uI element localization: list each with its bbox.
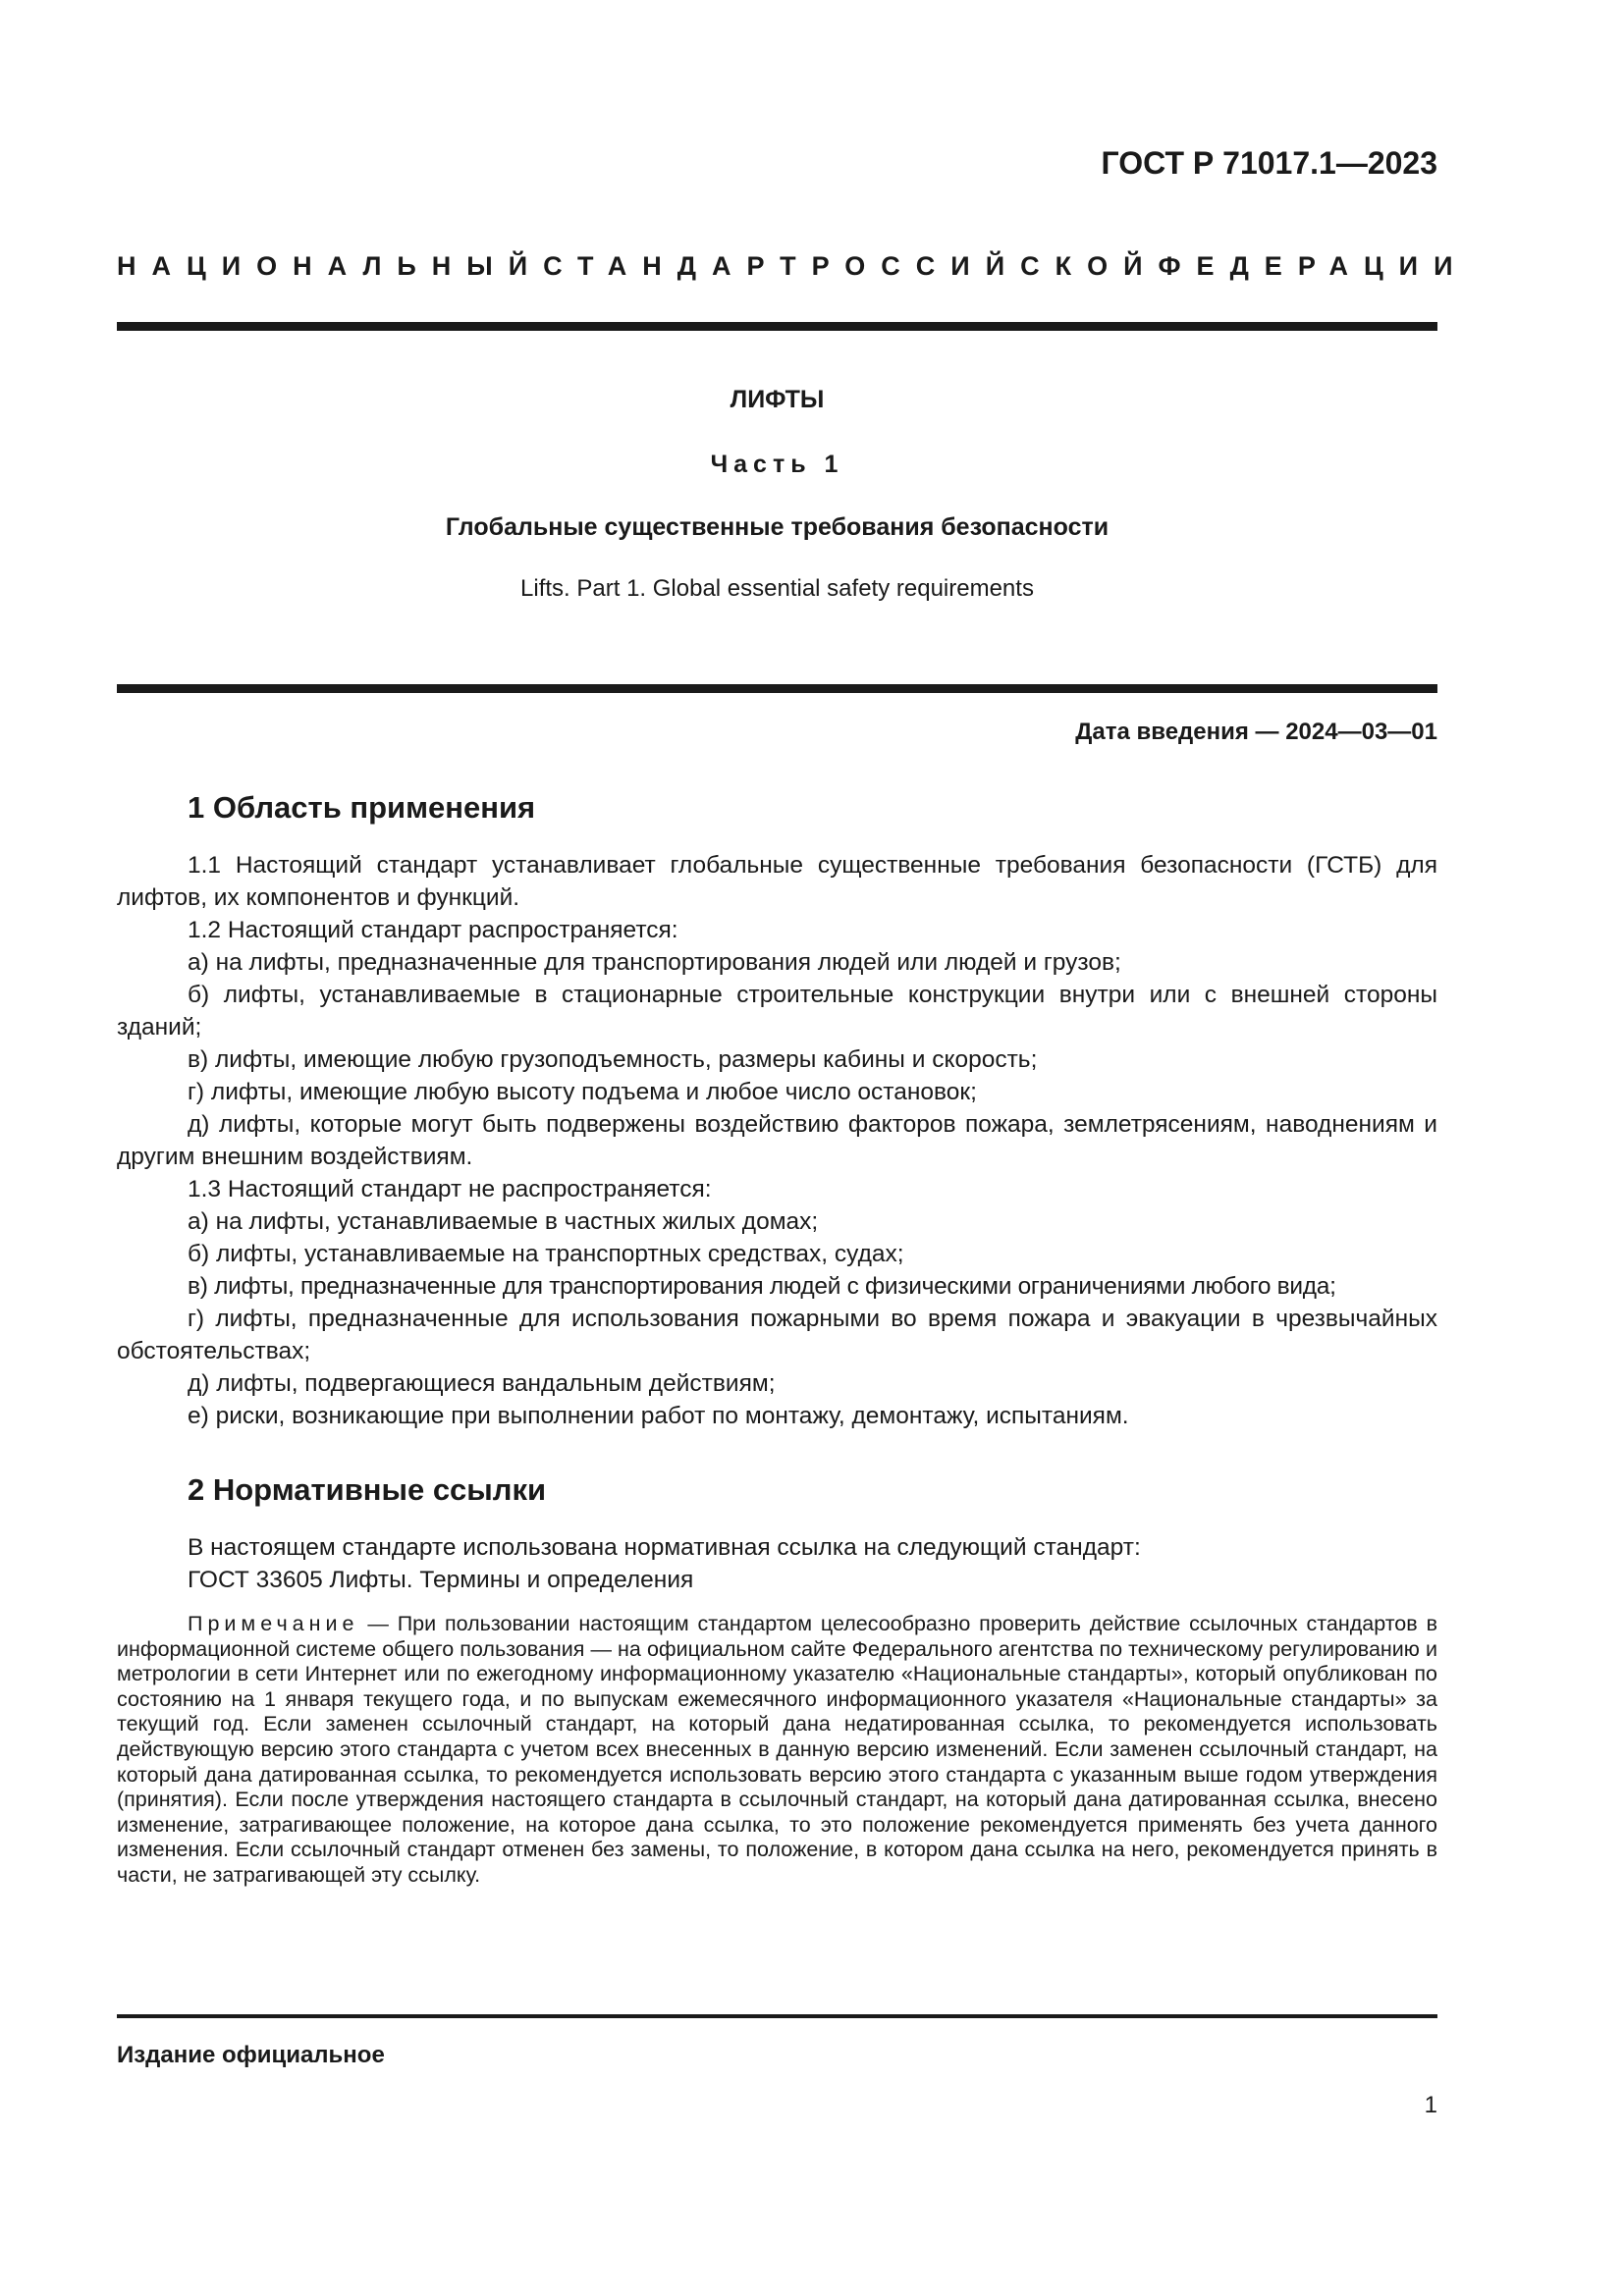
note-label: Примечание — [188, 1612, 359, 1635]
title-subtitle: Глобальные существенные требования безопасности — [445, 513, 1110, 541]
note — [117, 1612, 1437, 1889]
list-item: в) лифты, имеющие любую грузоподъемность, размеры кабины и скорость; — [188, 1046, 1038, 1073]
title-main: ЛИФТЫ — [730, 386, 825, 413]
section-2-body — [117, 1531, 1437, 1596]
page-number: 1 — [1424, 2092, 1437, 2118]
list-item: а) на лифты, предназначенные для транспортирования людей или людей и грузов; — [188, 949, 1121, 976]
banner-word: НАЦИОНАЛЬНЫЙ — [117, 251, 544, 281]
banner-word: РОССИЙСКОЙ — [811, 251, 1159, 281]
list-item: д) лифты, подвергающиеся вандальным действиям; — [188, 1370, 776, 1397]
list-item: б) лифты, устанавливаемые на транспортных средствах, судах; — [188, 1241, 904, 1267]
list-item: б) лифты, устанавливаемые в стационарные строительные конструкции внутри или с внешней стороны зданий; — [117, 982, 1437, 1041]
top-divider — [117, 322, 1437, 331]
note-text: — При пользовании настоящим стандартом целесообразно проверить действие ссылочных стандартов в информационной системе общего пользования — на официальном сайте Федерального агентства по техническому регулированию и метрологии в сети Интернет или по ежегодному информационному указателю «Национальные стандарты», который опубликован по состоянию на 1 января текущего года, и по выпускам ежемесячного информационного указателя «Национальные стандарты» за текущий год. Если заменен ссылочный стандарт, на который дана недатированная ссылка, то рекомендуется использовать действующую версию этого стандарта с учетом всех внесенных в данную версию изменений. Если заменен ссылочный стандарт, на который дана датированная ссылка, то рекомендуется использовать версию этого стандарта с указанным выше годом утверждения (принятия). Если после утверждения настоящего стандарта в ссылочный стандарт, на который дана датированная ссылка, внесено изменение, затрагивающее положение, на которое дана ссылка, то это положение рекомендуется применять без учета данного изменения. Если ссылочный стандарт отменен без замены, то положение, в котором дана ссылка на него, рекомендуется принять в части, не затрагивающей эту ссылку. — [117, 1612, 1437, 1887]
paragraph: 1.3 Настоящий стандарт не распространяется: — [188, 1176, 712, 1202]
note-paragraph — [117, 1612, 1437, 1889]
list-item: г) лифты, предназначенные для использования пожарными во время пожара и эвакуации в чрезвычайных обстоятельствах; — [117, 1306, 1437, 1364]
edition-label: Издание официальное — [117, 2042, 385, 2068]
list-item: г) лифты, имеющие любую высоту подъема и любое число остановок; — [188, 1079, 977, 1105]
banner-word: ФЕДЕРАЦИИ — [1158, 251, 1469, 281]
footer-divider — [117, 2014, 1437, 2018]
list-item: а) на лифты, устанавливаемые в частных жилых домах; — [188, 1208, 819, 1235]
title-english: Lifts. Part 1. Global essential safety requirements — [520, 575, 1034, 602]
paragraph: 1.1 Настоящий стандарт устанавливает глобальные существенные требования безопасности (ГСТБ) для лифтов, их компонентов и функций. — [117, 852, 1437, 911]
section-2-heading: 2 Нормативные ссылки — [188, 1472, 547, 1507]
list-item: в) лифты, предназначенные для транспортирования людей с физическими ограничениями любого вида; — [188, 1273, 1336, 1300]
list-item: д) лифты, которые могут быть подвержены воздействию факторов пожара, землетрясениям, наводнениям и другим внешним воздействиям. — [117, 1111, 1437, 1170]
banner-word: СТАНДАРТ — [543, 251, 812, 281]
title-part: Часть 1 — [710, 451, 844, 478]
reference-item: ГОСТ 33605 Лифты. Термины и определения — [188, 1567, 694, 1593]
intro-date: Дата введения — 2024—03—01 — [1075, 719, 1437, 745]
title-divider — [117, 684, 1437, 693]
list-item: е) риски, возникающие при выполнении работ по монтажу, демонтажу, испытаниям. — [188, 1403, 1129, 1429]
paragraph: 1.2 Настоящий стандарт распространяется: — [188, 917, 678, 943]
national-standard-banner — [117, 251, 1469, 282]
gost-number: ГОСТ Р 71017.1—2023 — [1101, 145, 1437, 181]
section-1-body — [117, 849, 1437, 1432]
section-1-heading: 1 Область применения — [188, 790, 536, 825]
paragraph: В настоящем стандарте использована нормативная ссылка на следующий стандарт: — [188, 1534, 1141, 1561]
